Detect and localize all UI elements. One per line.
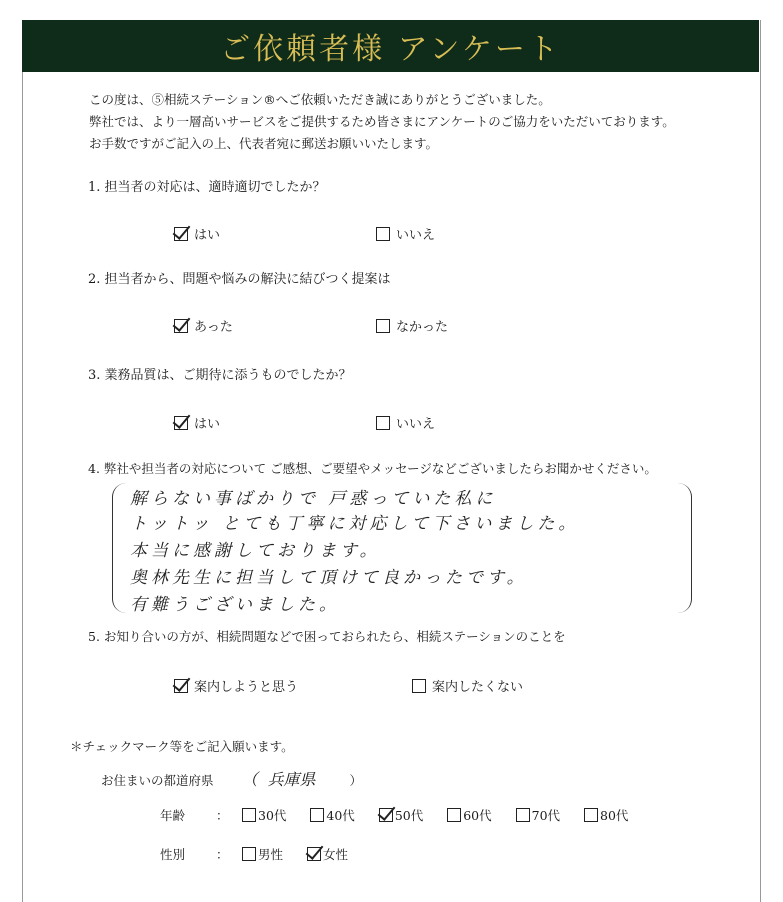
age-option-label: 50代	[394, 808, 424, 823]
option-label: 案内しようと思う	[194, 680, 299, 695]
gender-option-male[interactable]	[242, 845, 283, 863]
age-option-label: 60代	[463, 808, 492, 823]
checkbox-checked[interactable]	[174, 679, 188, 693]
age-option-label: 40代	[326, 808, 355, 823]
gender-label: 性別	[160, 847, 186, 862]
option-label: あった	[194, 320, 233, 335]
comment-line: トットッ とても丁寧に対応して下さいました。	[130, 514, 580, 534]
q1-option-yes[interactable]	[174, 224, 220, 243]
q1-option-no[interactable]	[376, 224, 435, 243]
age-option-label: 70代	[531, 808, 561, 823]
age-label: 年齢	[160, 808, 186, 823]
comment-line: 奥林先生に担当して頂けて良かったです。	[130, 568, 528, 588]
question-5: 5. お知り合いの方が、相続問題などで困っておられたら、相続ステーションのことを	[88, 629, 566, 644]
age-option-70[interactable]	[516, 806, 560, 824]
survey-header	[22, 20, 759, 72]
age-row	[160, 806, 652, 824]
checkbox[interactable]	[376, 416, 390, 430]
gender-option-female[interactable]	[307, 845, 348, 863]
age-option-60[interactable]	[447, 806, 491, 824]
intro-text	[89, 89, 675, 155]
checkbox[interactable]	[242, 808, 256, 822]
checkbox[interactable]	[412, 679, 426, 693]
gender-row	[160, 845, 372, 863]
comment-line: 本当に感謝しております。	[130, 541, 381, 561]
question-4: 4. 弊社や担当者の対応について ご感想、ご要望やメッセージなどございましたらお聞かせください。	[88, 461, 657, 476]
checkbox[interactable]	[516, 808, 530, 822]
checkbox[interactable]	[376, 319, 390, 333]
checkbox-checked[interactable]	[174, 416, 188, 430]
checkbox-checked[interactable]	[307, 847, 321, 861]
checkbox[interactable]	[242, 847, 256, 861]
age-option-40[interactable]	[310, 806, 354, 824]
checkbox-checked[interactable]	[379, 808, 393, 822]
age-option-80[interactable]	[584, 806, 628, 824]
prefecture-value: 兵庫県	[267, 770, 316, 789]
prefecture-label: お住まいの都道府県	[101, 773, 214, 788]
option-label: なかった	[396, 320, 449, 335]
intro-line: お手数ですがご記入の上、代表者宛に郵送お願いいたします。	[89, 136, 439, 151]
gender-option-label: 男性	[258, 847, 284, 862]
option-label: 案内したくない	[432, 680, 524, 695]
q3-option-no[interactable]	[376, 413, 435, 432]
intro-line: この度は、⑤相続ステーション®へご依頼いただき誠にありがとうございました。	[89, 92, 551, 107]
option-label: はい	[194, 228, 221, 243]
q2-option-yes[interactable]	[174, 316, 233, 335]
prefecture-field[interactable]	[101, 767, 362, 790]
gender-option-label: 女性	[323, 847, 349, 862]
q2-option-no[interactable]	[376, 316, 448, 335]
survey-title: ご依頼者様 アンケート	[220, 32, 561, 67]
gender-colon: ：	[216, 847, 229, 862]
checkbox[interactable]	[584, 808, 598, 822]
age-colon: ：	[216, 808, 229, 823]
question-3: 3. 業務品質は、ご期待に添うものでしたか？	[88, 368, 352, 383]
question-1: 1. 担当者の対応は、適時適切でしたか？	[88, 180, 326, 195]
checkbox[interactable]	[447, 808, 461, 822]
age-option-30[interactable]	[242, 806, 286, 824]
checkbox-checked[interactable]	[174, 227, 188, 241]
prefecture-close: ）	[349, 773, 363, 788]
q5-option-no[interactable]	[412, 676, 523, 695]
q5-option-yes[interactable]	[174, 676, 298, 695]
comment-line: 有難うございました。	[130, 595, 340, 615]
question-2: 2. 担当者から、問題や悩みの解決に結びつく提案は	[88, 272, 391, 287]
intro-line: 弊社では、より一層高いサービスをご提供するため皆さまにアンケートのご協力をいただいております。	[89, 114, 675, 129]
comment-line: 解らない事ばかりで 戸惑っていた私に	[130, 489, 497, 509]
q3-option-yes[interactable]	[174, 413, 220, 432]
checkbox[interactable]	[376, 227, 390, 241]
age-option-label: 30代	[258, 808, 287, 823]
option-label: いいえ	[396, 417, 436, 432]
checkmark-note: ＊チェックマーク等をご記入願います。	[70, 739, 294, 754]
option-label: いいえ	[396, 228, 436, 243]
prefecture-open: （	[241, 770, 258, 789]
age-option-label: 80代	[600, 808, 629, 823]
checkbox[interactable]	[310, 808, 324, 822]
option-label: はい	[194, 417, 221, 432]
checkbox-checked[interactable]	[174, 319, 188, 333]
age-option-50[interactable]	[379, 806, 423, 824]
